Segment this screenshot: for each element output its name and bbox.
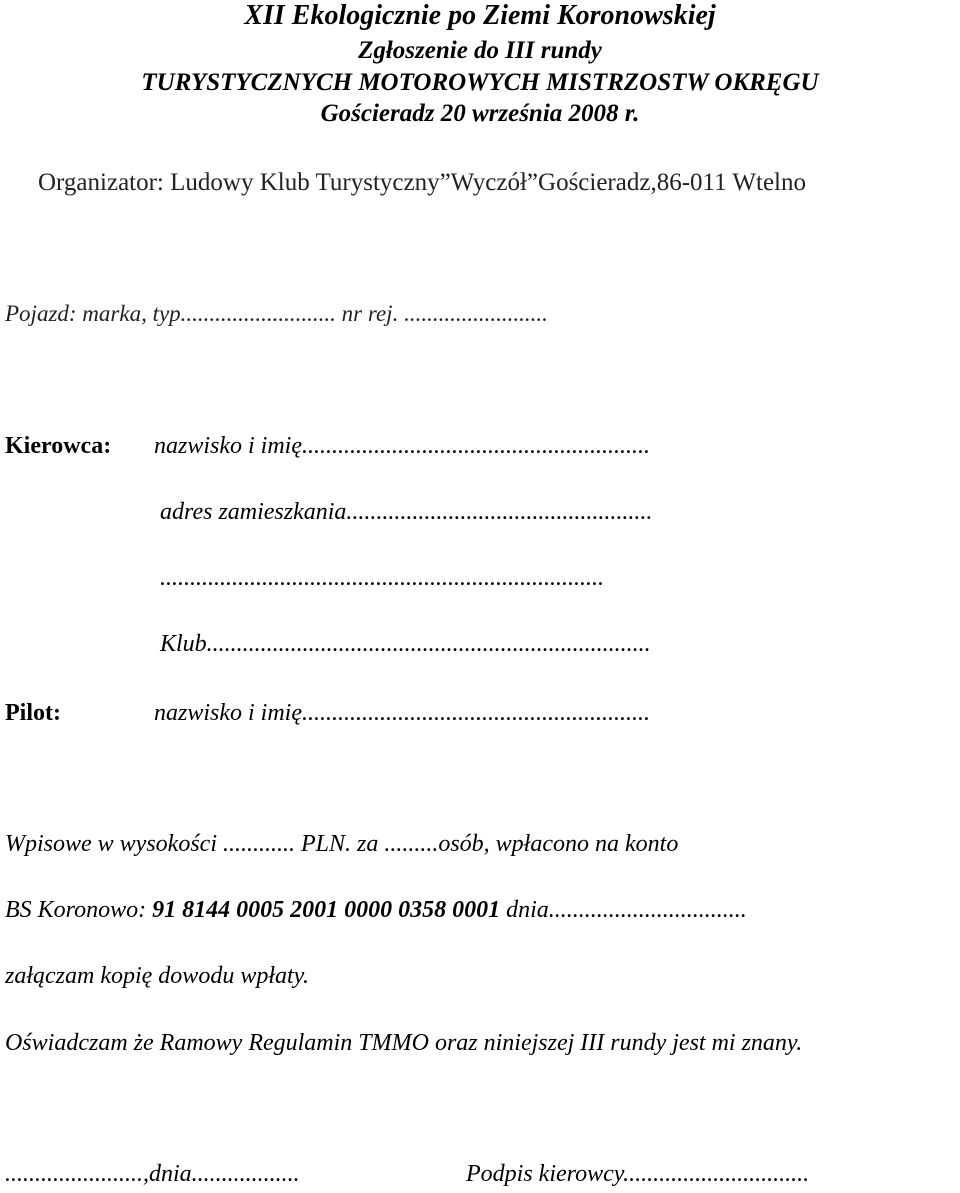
document-title: XII Ekologicznie po Ziemi Koronowskiej	[244, 0, 716, 31]
driver-label: Kierowca:	[5, 433, 112, 459]
organizer-line: Organizator: Ludowy Klub Turystyczny”Wyczół”Gościeradz,86-011 Wtelno	[38, 169, 806, 196]
event-date-place: Gościeradz 20 września 2008 r.	[320, 100, 640, 127]
driver-address-field: adres zamieszkania...................................................	[160, 499, 653, 525]
declaration-statement: Oświadczam że Ramowy Regulamin TMMO oraz niniejszej III rundy jest mi znany.	[5, 1030, 803, 1056]
pilot-label: Pilot:	[5, 700, 61, 726]
driver-signature-field: Podpis kierowcy...............................	[466, 1161, 810, 1187]
driver-address-continuation: ..........................................................................	[160, 565, 604, 591]
driver-name-field: nazwisko i imię..........................................................	[154, 433, 650, 459]
bank-account-number: 91 8144 0005 2001 0000 0358 0001	[152, 897, 501, 923]
pilot-name-field: nazwisko i imię..........................................................	[154, 700, 650, 726]
entry-fee-line: Wpisowe w wysokości ............ PLN. za .........osób, wpłacono na konto	[5, 831, 679, 857]
driver-club-field: Klub..........................................................................	[160, 631, 651, 657]
document-subtitle: Zgłoszenie do III rundy	[358, 37, 602, 64]
payment-date-field: dnia.................................	[500, 897, 747, 923]
signature-date-field: .......................,dnia..................	[5, 1161, 300, 1187]
attachment-note: załączam kopię dowodu wpłaty.	[5, 963, 309, 989]
bank-account-line	[5, 898, 747, 922]
bank-prefix: BS Koronowo:	[5, 897, 153, 923]
vehicle-field: Pojazd: marka, typ........................... nr rej. .........................	[5, 301, 548, 326]
championship-name: TURYSTYCZNYCH MOTOROWYCH MISTRZOSTW OKRĘGU	[141, 69, 819, 96]
